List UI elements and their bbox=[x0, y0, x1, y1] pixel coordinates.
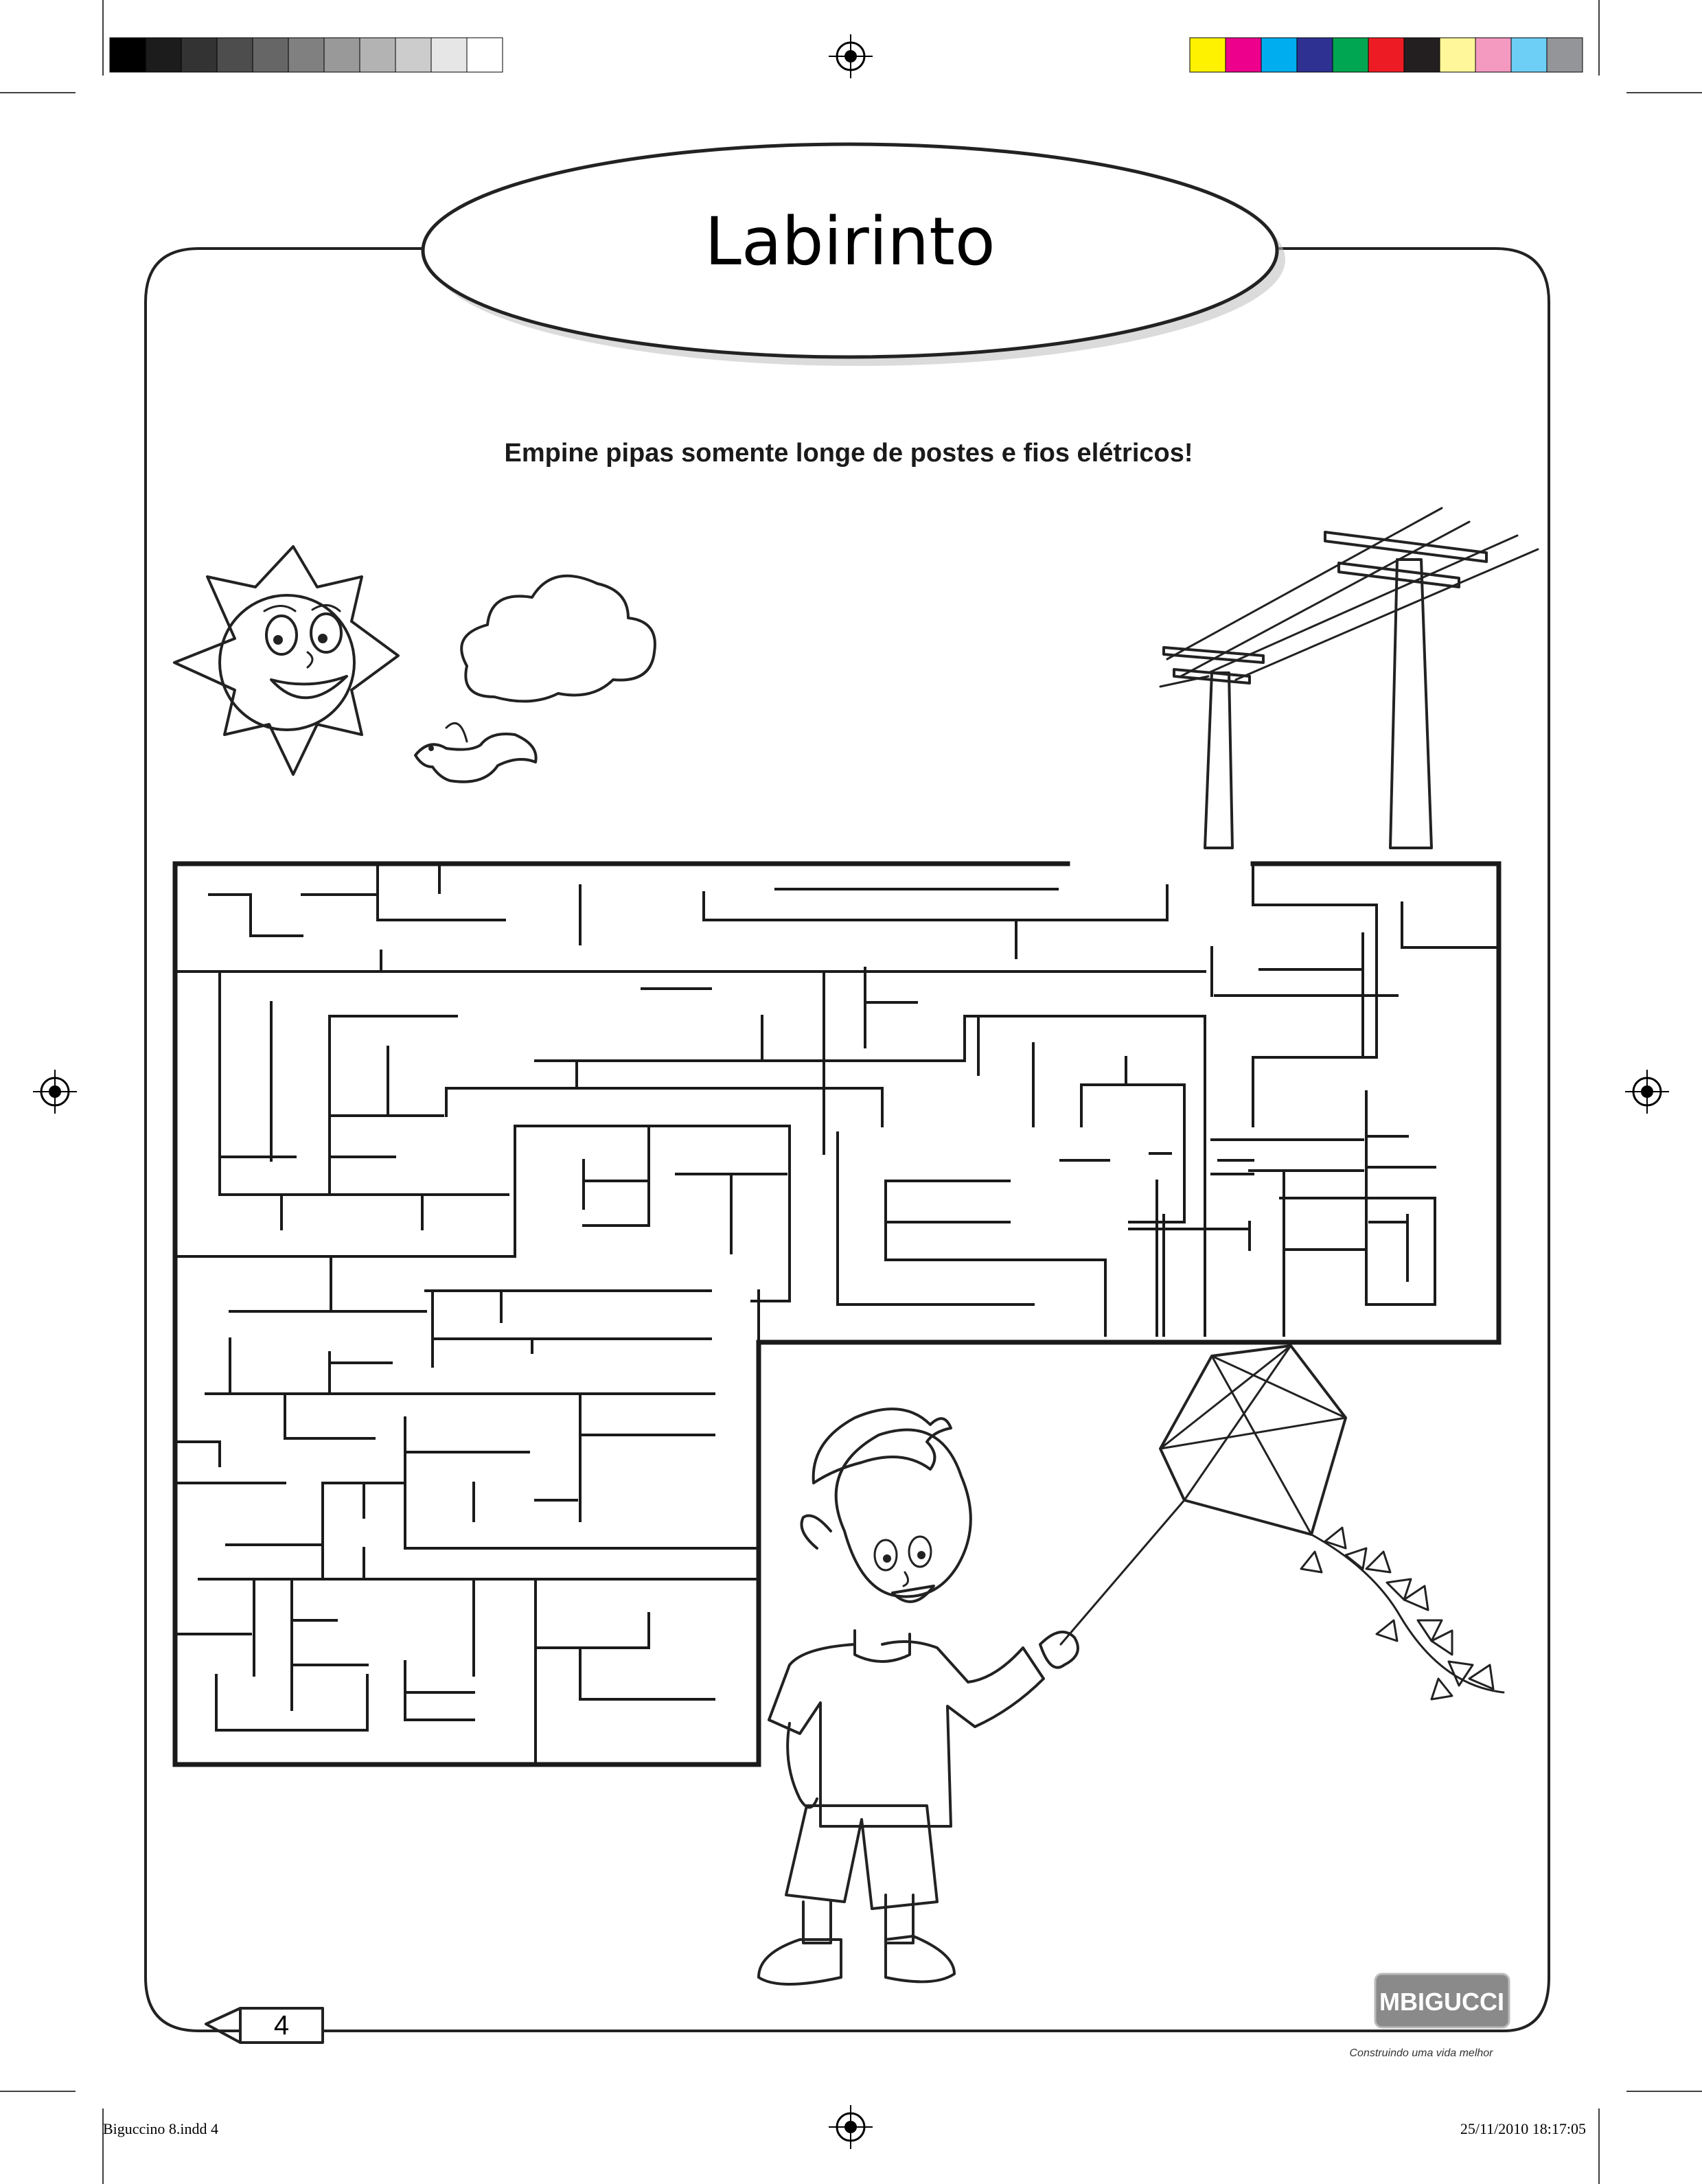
gray-swatch bbox=[288, 38, 324, 72]
page-number-tab bbox=[206, 2008, 323, 2043]
page-title: Labirinto bbox=[704, 203, 996, 280]
gray-swatch bbox=[324, 38, 360, 72]
registration-target-top bbox=[829, 34, 873, 78]
color-swatch bbox=[1261, 38, 1297, 72]
gray-swatch bbox=[253, 38, 288, 72]
maze-wall bbox=[838, 1133, 1033, 1304]
gray-swatch bbox=[431, 38, 467, 72]
maze-wall bbox=[1280, 1198, 1435, 1304]
slug-filename: Biguccino 8.indd 4 bbox=[103, 2120, 219, 2137]
color-swatch bbox=[1226, 38, 1261, 72]
color-calibration-bar bbox=[1190, 38, 1583, 72]
boy-icon bbox=[759, 1409, 1078, 1984]
slug-timestamp: 25/11/2010 18:17:05 bbox=[1460, 2120, 1586, 2137]
title-banner bbox=[423, 144, 1285, 366]
bird-icon bbox=[415, 723, 536, 781]
maze-wall bbox=[175, 1126, 790, 1301]
maze-wall bbox=[446, 1088, 882, 1126]
maze-wall bbox=[704, 886, 1167, 920]
maze-wall bbox=[1253, 1057, 1363, 1126]
cloud-icon bbox=[461, 576, 655, 702]
color-swatch bbox=[1404, 38, 1440, 72]
maze-wall bbox=[175, 1442, 220, 1466]
gray-swatch bbox=[395, 38, 431, 72]
color-swatch bbox=[1297, 38, 1333, 72]
maze-wall bbox=[381, 951, 1205, 972]
brand-logo bbox=[1350, 1974, 1510, 2059]
registration-target-right bbox=[1625, 1070, 1669, 1114]
maze-wall bbox=[886, 1181, 1105, 1335]
maze-wall bbox=[378, 864, 505, 920]
sun-icon bbox=[174, 547, 398, 774]
maze-wall bbox=[580, 1648, 714, 1699]
gray-swatch bbox=[181, 38, 217, 72]
kite-icon bbox=[1061, 1346, 1504, 1699]
maze-wall bbox=[209, 895, 302, 936]
maze-wall bbox=[285, 1394, 374, 1438]
maze-wall bbox=[1402, 903, 1499, 947]
gray-swatch bbox=[146, 38, 181, 72]
color-swatch bbox=[1368, 38, 1404, 72]
color-swatch bbox=[1440, 38, 1475, 72]
color-swatch bbox=[1333, 38, 1368, 72]
utility-poles-icon bbox=[1160, 508, 1538, 848]
maze-wall bbox=[175, 864, 1499, 1765]
gray-swatch bbox=[217, 38, 253, 72]
maze bbox=[175, 864, 1499, 1765]
gray-calibration-bar bbox=[110, 38, 503, 72]
gray-swatch bbox=[360, 38, 395, 72]
gray-swatch bbox=[467, 38, 503, 72]
registration-target-left bbox=[33, 1070, 77, 1114]
maze-wall bbox=[1253, 864, 1377, 1057]
maze-wall bbox=[762, 1016, 1205, 1335]
maze-wall bbox=[405, 1662, 474, 1720]
maze-wall bbox=[405, 1418, 759, 1548]
page-number: 4 bbox=[273, 2010, 290, 2041]
brand-tagline: Construindo uma vida melhor bbox=[1349, 2047, 1493, 2059]
color-swatch bbox=[1475, 38, 1511, 72]
instruction-text: Empine pipas somente longe de postes e fios elétricos! bbox=[504, 439, 1193, 468]
gray-swatch bbox=[110, 38, 146, 72]
brand-logo-text: MBIGUCCI bbox=[1379, 1988, 1504, 2016]
color-swatch bbox=[1511, 38, 1547, 72]
registration-target-bottom bbox=[829, 2105, 873, 2149]
color-swatch bbox=[1190, 38, 1226, 72]
color-swatch bbox=[1547, 38, 1583, 72]
